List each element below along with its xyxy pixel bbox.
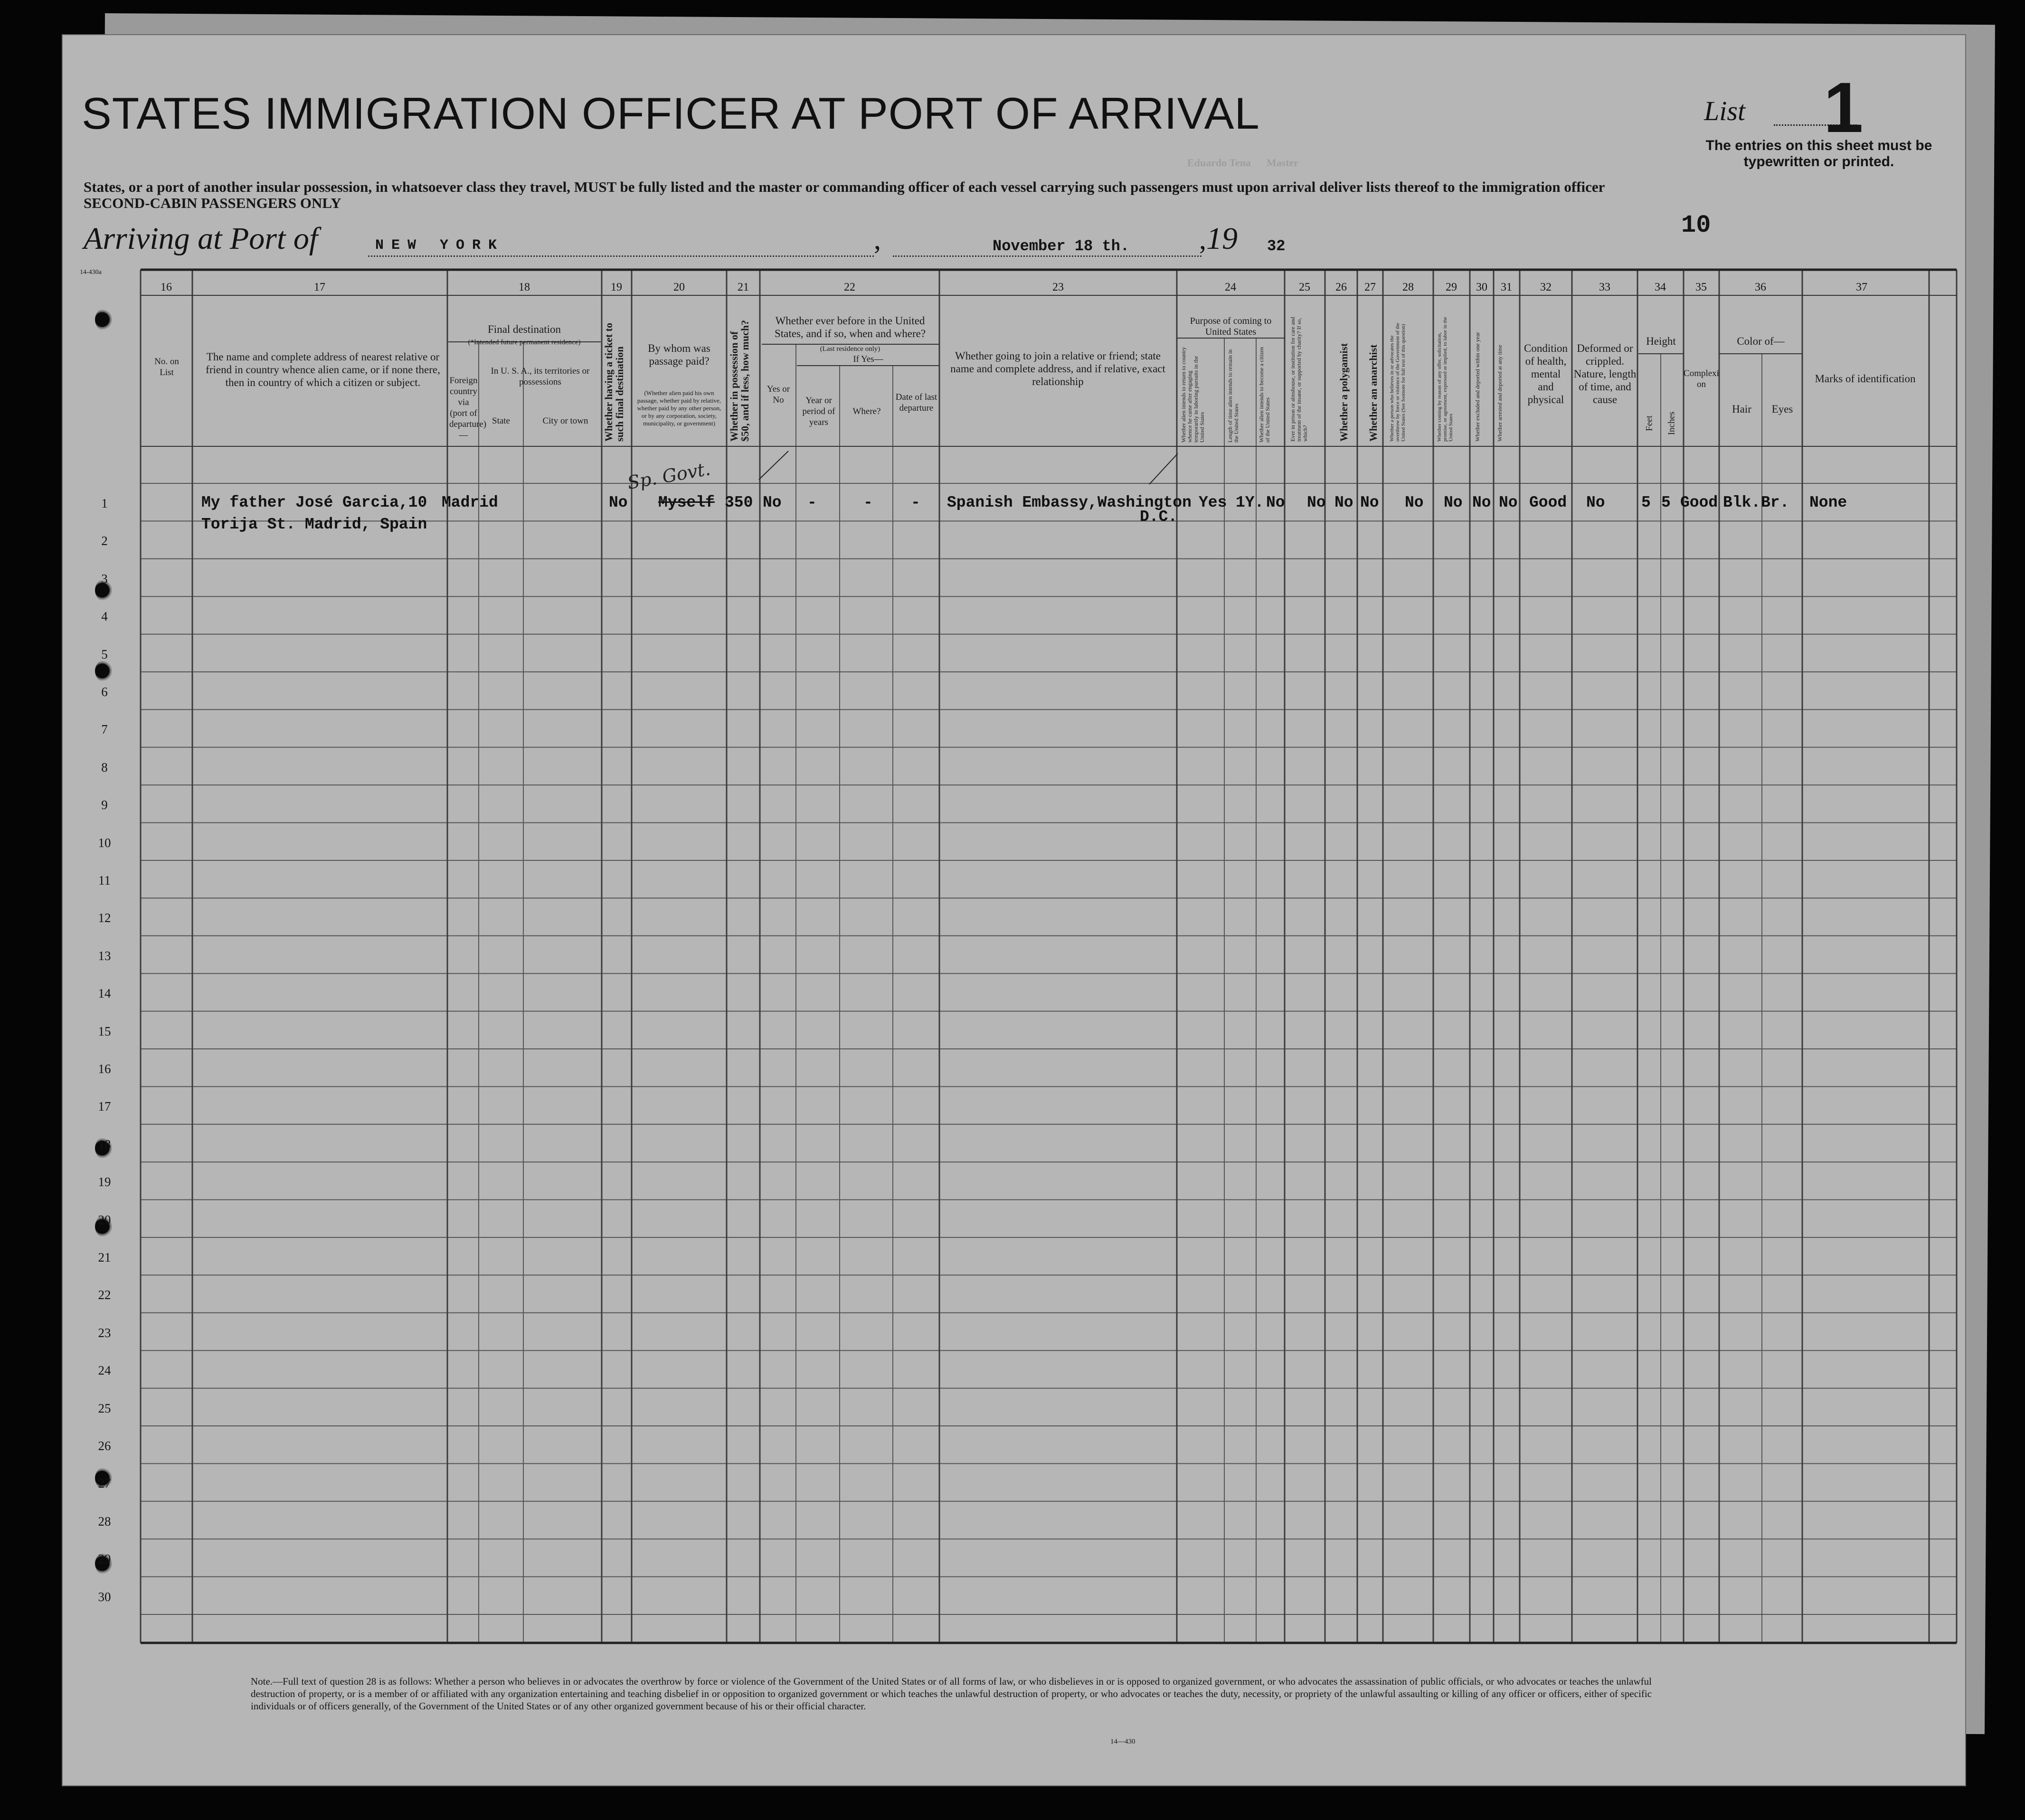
- entry-marks: None: [1809, 494, 1847, 511]
- row-number: 2: [101, 534, 108, 548]
- entry-complexion: Good: [1680, 494, 1718, 511]
- row-number: 18: [98, 1137, 111, 1151]
- column-number: 36: [1755, 281, 1766, 293]
- header-col18-usa: In U. S. A., its territories or possessions: [491, 366, 590, 387]
- list-number: 1: [1824, 67, 1864, 147]
- header-col17: The name and complete address of nearest relative or friend in country whence alien came, or if none there, then in country of which a citizen or subject.: [206, 351, 440, 388]
- row-number: 4: [101, 609, 108, 624]
- column-number: 33: [1599, 281, 1610, 293]
- column-number: 23: [1052, 281, 1064, 293]
- header-col22-years: Year or period of years: [802, 396, 835, 427]
- header-col23: Whether going to join a relative or friend; state name and complete address, and if relative, exact relationship: [950, 350, 1165, 387]
- column-number: 22: [844, 281, 855, 293]
- header-col37: Marks of identification: [1815, 373, 1916, 385]
- column-number: 28: [1402, 281, 1414, 293]
- entry-last-departure: -: [911, 494, 920, 511]
- row-number: 8: [101, 760, 108, 774]
- entry-excluded: No: [1472, 494, 1491, 511]
- column-number: 19: [611, 281, 622, 293]
- row-number: 9: [101, 798, 108, 812]
- entry-joining-2: D.C.: [1140, 508, 1178, 526]
- header-col22-ifyes: If Yes—: [853, 354, 883, 364]
- form-title: STATES IMMIGRATION OFFICER AT PORT OF ARRIVAL: [82, 88, 1260, 138]
- entry-relative-address-2: Torija St. Madrid, Spain: [201, 516, 427, 533]
- entry-deformed: No: [1586, 494, 1605, 511]
- column-number: 25: [1299, 281, 1310, 293]
- header-col18: Final destination: [488, 323, 561, 335]
- row-number: 13: [98, 948, 111, 963]
- header-col36: Color of—: [1737, 335, 1785, 347]
- row-number: 3: [101, 571, 108, 586]
- header-col16: No. on List: [154, 357, 179, 377]
- entry-polygamist: No: [1334, 494, 1353, 511]
- header-col26: Whether a polygamist: [1338, 343, 1350, 442]
- header-col36-hair: Hair: [1732, 403, 1751, 415]
- column-number: 21: [738, 281, 749, 293]
- header-col20-note: (Whether alien paid his own passage, whether paid by relative, whether paid by any other person, or by any corporation, society, municipality, or government): [637, 389, 721, 427]
- row-number: 5: [101, 647, 108, 661]
- row-number: 12: [98, 911, 111, 925]
- column-number: 17: [314, 281, 325, 293]
- header-col24: Purpose of coming to United States: [1190, 316, 1272, 337]
- entry-foreign-via: Madrid: [442, 494, 498, 511]
- row-number: 6: [101, 685, 108, 699]
- column-number: 26: [1335, 281, 1347, 293]
- header-col30: Whether excluded and deported within one year: [1474, 332, 1481, 442]
- entry-years: -: [807, 494, 817, 511]
- column-number: 32: [1540, 281, 1552, 293]
- row-number: 11: [98, 873, 111, 887]
- row-number: 10: [98, 835, 111, 850]
- row-number: 22: [98, 1288, 111, 1302]
- entry-relative-address: My father José Garcia,10: [201, 494, 427, 511]
- header-col22-yesno: Yes or No: [766, 384, 790, 405]
- column-number: 20: [673, 281, 685, 293]
- form-number-top: 14-430a: [80, 269, 102, 276]
- entry-ticket: No: [609, 494, 628, 511]
- header-col35: Complexion: [1684, 368, 1719, 389]
- header-col27: Whether an anarchist: [1367, 344, 1379, 442]
- entry-labor-offer: No: [1444, 494, 1463, 511]
- form-class-label: SECOND-CABIN PASSENGERS ONLY: [84, 195, 341, 211]
- header-col19: Whether having a ticket to such final destination: [603, 322, 625, 442]
- header-col25: Ever in prison or almshouse, or institution for care and treatment of the insane, or supported by charity? If so, which?: [1289, 317, 1308, 442]
- column-number: 27: [1364, 281, 1376, 293]
- entry-deported: No: [1499, 494, 1518, 511]
- column-number: 18: [519, 281, 530, 293]
- header-col24-return: Whether alien intends to return to country whence he came after engaging temporarily in laboring pursuits in the United States: [1180, 347, 1205, 443]
- column-number: 16: [161, 281, 172, 293]
- entry-eyes: Br.: [1761, 494, 1789, 511]
- row-number: 1: [101, 496, 108, 510]
- header-col18-foreign: Foreign country via (port of departure)—: [449, 376, 487, 440]
- row-number: 17: [98, 1099, 111, 1114]
- entry-height-inches: 5: [1661, 494, 1671, 511]
- arriving-label: Arriving at Port of: [84, 221, 318, 256]
- header-col24-citizen: Whether alien intends to become a citizen of the United States: [1258, 347, 1271, 443]
- header-col33: Deformed or crippled. Nature, length of time, and cause: [1573, 342, 1637, 405]
- entry-anarchist: No: [1360, 494, 1379, 511]
- sheet-mark: 10: [1681, 211, 1711, 239]
- row-number: 19: [98, 1175, 111, 1189]
- entry-before-us: No: [763, 494, 782, 511]
- header-col31: Whether arrested and deported at any time: [1496, 345, 1503, 442]
- header-col29: Whether coming by reason of any offer, solicitation, promise, or agreement, expressed or implied, to labor in the United States: [1437, 317, 1454, 442]
- row-number: 21: [98, 1250, 111, 1264]
- entry-money: 350: [725, 494, 753, 511]
- header-col22-departure: Date of last departure: [895, 392, 937, 413]
- header-col34-feet: Feet: [1644, 415, 1655, 431]
- entry-length-stay: 1Y.: [1236, 494, 1264, 511]
- column-number: 30: [1476, 281, 1487, 293]
- entry-joining: Spanish Embassy,Washington: [947, 494, 1192, 511]
- header-col34-inches: Inches: [1666, 411, 1677, 435]
- row-number: 30: [98, 1589, 111, 1604]
- row-number: 27: [98, 1476, 111, 1491]
- list-label: List: [1704, 95, 1746, 126]
- entry-paid-by-annotation: Sp. Govt.: [625, 458, 712, 493]
- header-col28: Whether a person who believes in or advocates the overthrow by force or violence of the Government of the United States (See footnote for full text of this question): [1389, 322, 1406, 442]
- year-prefix: 19: [1206, 221, 1238, 256]
- header-col22: Whether ever before in the United States, and if so, when and where?: [774, 315, 926, 339]
- arrival-port: NEW YORK: [375, 237, 505, 254]
- row-number: 24: [98, 1363, 111, 1378]
- column-number: 35: [1695, 281, 1707, 293]
- footnote-question-28: Note.—Full text of question 28 is as follows: Whether a person who believes in or advocates the overthrow by force or violence of the Government of the United States or of all forms of law, or who disbelieves in or is opposed to organized government, or who advocates the assassination of public officials, or who advocates or teaches the unlawful destruction of property, or is a member of or affiliated with any organization entertaining and teaching disbelief in or opposition to organized government or which teaches the unlawful destruction of property, or who advocates or teaches the duty, necessity, or propriety of the unlawful assaulting or killing of any officer or officers, either of specific individuals or of officers generally, of the Government of the United States or of any other organized government because of his or their official character.: [251, 1676, 1652, 1712]
- header-col18-city: City or town: [542, 416, 588, 426]
- header-col22-where: Where?: [852, 406, 881, 416]
- row-number: 29: [98, 1552, 111, 1566]
- row-number: 28: [98, 1514, 111, 1528]
- column-number: 37: [1856, 281, 1867, 293]
- header-col18-note: (*Intended future permanent residence): [468, 339, 581, 346]
- entry-height-feet: 5: [1641, 494, 1651, 511]
- row-number: 16: [98, 1062, 111, 1076]
- header-col21: Whether in possession of $50, and if less, how much?: [728, 320, 751, 442]
- row-number: 26: [98, 1439, 111, 1453]
- column-number: 34: [1655, 281, 1666, 293]
- entry-health: Good: [1529, 494, 1567, 511]
- entry-where: -: [863, 494, 873, 511]
- entry-paid-by: Myself: [658, 494, 715, 511]
- form-subtitle: States, or a port of another insular possession, in whatsoever class they travel, MUST be fully listed and the master or commanding officer of each vessel carrying such passengers must upon arrival deliver lists thereof to the immigration officer: [84, 179, 1605, 195]
- column-number: 24: [1225, 281, 1236, 293]
- entry-prison: No: [1307, 494, 1326, 511]
- header-col32: Condition of health, mental and physical: [1523, 342, 1568, 405]
- list-instructions: The entries on this sheet must be typewritten or printed.: [1705, 138, 1932, 170]
- comma: ,: [874, 224, 881, 255]
- row-number: 25: [98, 1401, 111, 1415]
- column-number: 29: [1446, 281, 1457, 293]
- header-col34: Height: [1646, 335, 1676, 347]
- header-col24-length: Length of time alien intends to remain in the United States: [1227, 349, 1240, 443]
- entry-citizen-intent: No: [1266, 494, 1285, 511]
- row-number: 23: [98, 1325, 111, 1340]
- entry-q28: No: [1405, 494, 1424, 511]
- faded-ship-master-text: Eduardo Tena Master: [1187, 157, 1299, 169]
- header-col18-state: State: [492, 416, 510, 426]
- entry-return-intent: Yes: [1199, 494, 1227, 511]
- column-number: 31: [1501, 281, 1512, 293]
- arrival-date: November 18 th.: [993, 237, 1130, 255]
- comma: ,: [1199, 224, 1206, 255]
- row-number: 7: [101, 722, 108, 737]
- header-col36-eyes: Eyes: [1771, 403, 1793, 415]
- header-col20: By whom was passage paid?: [648, 342, 710, 367]
- row-number: 15: [98, 1024, 111, 1038]
- row-number: 14: [98, 986, 111, 1001]
- header-col22-note: (Last residence only): [820, 345, 880, 353]
- row-number: 20: [98, 1212, 111, 1227]
- entry-hair: Blk.: [1723, 494, 1761, 511]
- form-number-bottom: 14—430: [1110, 1738, 1136, 1745]
- arrival-year: 32: [1267, 237, 1286, 255]
